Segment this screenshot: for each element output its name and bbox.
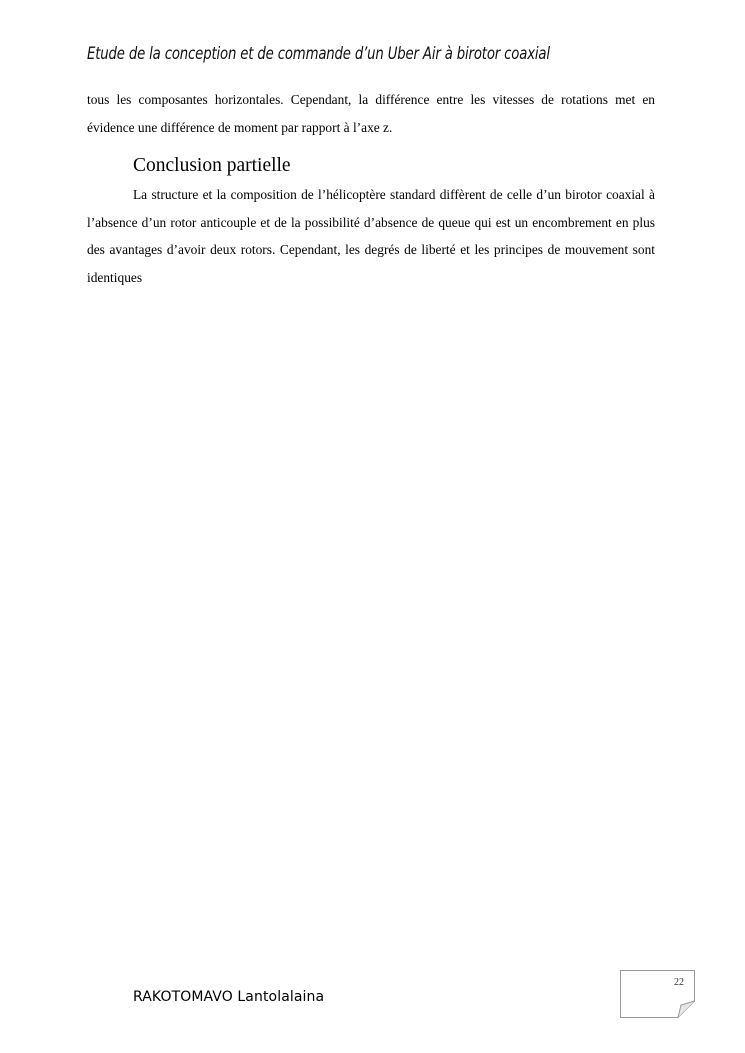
page-number: 22 bbox=[674, 977, 684, 988]
page-number-frame bbox=[620, 970, 695, 1018]
page-header-title: Etude de la conception et de commande d’un Uber Air à birotor coaxial bbox=[87, 44, 550, 64]
body-paragraph: tous les composantes horizontales. Cependant, la différence entre les vitesses de rotations met en évidence une différence de moment par rapport à l’axe z. bbox=[87, 92, 655, 135]
footer-author: RAKOTOMAVO Lantolalaina bbox=[133, 989, 325, 1005]
body-paragraph-conclusion: La structure et la composition de l’hélicoptère standard diffèrent de celle d’un birotor coaxial à l’absence d’un rotor anticouple et de la possibilité d’absence de queue qui est un encombrement en plus des avantages d’avoir deux rotors. Cependant, les degrés de liberté et les principes de mouvement sont identiques bbox=[87, 187, 655, 285]
section-heading: Conclusion partielle bbox=[133, 155, 291, 176]
